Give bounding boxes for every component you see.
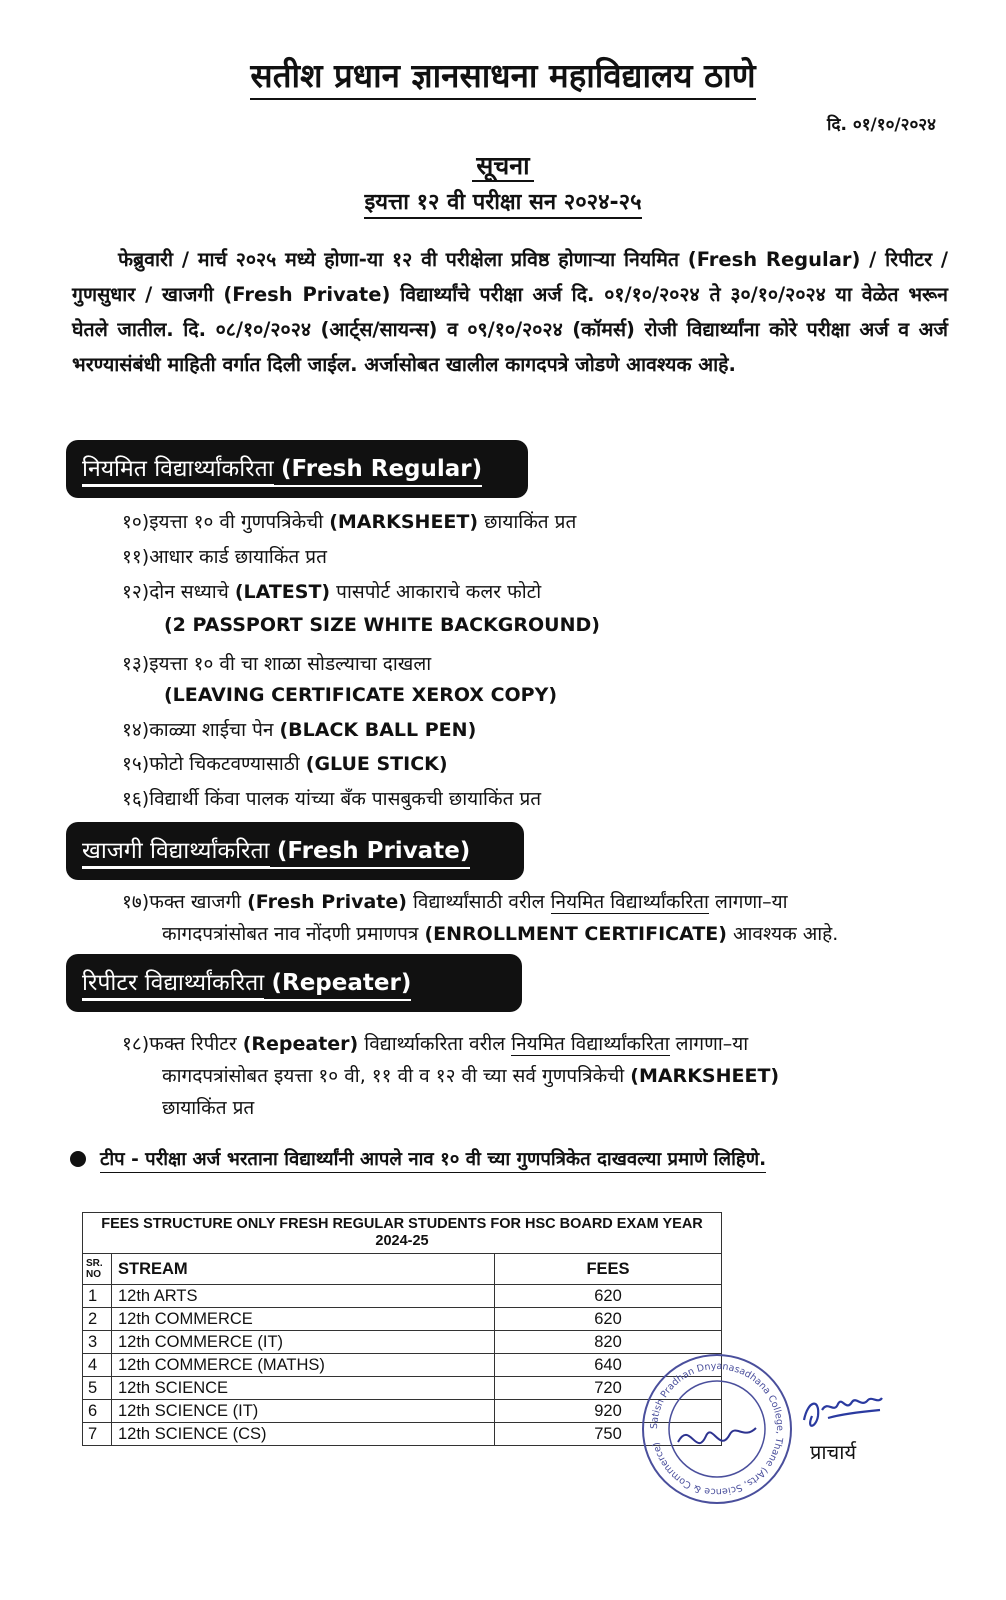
fresh-private-heading: खाजगी विद्यार्थ्यांकरिता (Fresh Private) [66, 822, 524, 880]
cell-fees: 640 [495, 1354, 722, 1377]
cell-stream: 12th COMMERCE [112, 1308, 495, 1331]
column-header-fees: FEES [495, 1254, 722, 1285]
photo-note: (2 PASSPORT SIZE WHITE BACKGROUND) [164, 614, 600, 636]
cell-stream: 12th SCIENCE (CS) [112, 1423, 495, 1446]
cell-sr: 6 [83, 1400, 112, 1423]
bullet-icon [70, 1151, 86, 1167]
cell-sr: 5 [83, 1377, 112, 1400]
cell-stream: 12th SCIENCE [112, 1377, 495, 1400]
cell-fees: 920 [495, 1400, 722, 1423]
list-item: १०)इयत्ता १० वी गुणपत्रिकेची (MARKSHEET) छायाकिंत प्रत [122, 511, 577, 533]
cell-stream: 12th COMMERCE (MATHS) [112, 1354, 495, 1377]
fresh-private-item: १७)फक्त खाजगी (Fresh Private) विद्यार्थ्यांसाठी वरील नियमित विद्यार्थ्यांकरिता लागणा–या कागदपत्रांसोबत नाव नोंदणी प्रमाणपत्र (ENROLLMENT CERTIFICATE) आवश्यक आहे. [122, 891, 839, 945]
table-row [83, 1400, 722, 1423]
table-header-row [83, 1254, 722, 1285]
table-row [83, 1285, 722, 1308]
cell-stream: 12th ARTS [112, 1285, 495, 1308]
list-item: १६)विद्यार्थी किंवा पालक यांच्या बॅंक पासबुकची छायाकिंत प्रत [122, 788, 542, 810]
fresh-regular-heading: नियमित विद्यार्थ्यांकरिता (Fresh Regular) [66, 440, 528, 498]
table-row [83, 1377, 722, 1400]
notice-title: सूचना [0, 148, 1006, 182]
fees-table [82, 1212, 722, 1446]
college-name: सतीश प्रधान ज्ञानसाधना महाविद्यालय ठाणे [0, 52, 1006, 97]
list-item: १४)काळ्या शाईचा पेन (BLACK BALL PEN) [122, 719, 477, 741]
cell-fees: 620 [495, 1308, 722, 1331]
cell-fees: 720 [495, 1377, 722, 1400]
list-item: ११)आधार कार्ड छायाकिंत प्रत [122, 546, 327, 568]
repeater-item: १८)फक्त रिपीटर (Repeater) विद्यार्थ्याकरिता वरील नियमित विद्यार्थ्यांकरिता लागणा–या कागदपत्रांसोबत इयत्ता १० वी, ११ वी व १२ वी च्या सर्व गुणपत्रिकेची (MARKSHEET) छायाकिंत प्रत [122, 1033, 780, 1119]
repeater-heading: रिपीटर विद्यार्थ्यांकरिता (Repeater) [66, 954, 522, 1012]
list-item: १२)दोन सध्याचे (LATEST) पासपोर्ट आकाराचे कलर फोटो [122, 581, 542, 603]
cell-stream: 12th SCIENCE (IT) [112, 1400, 495, 1423]
column-header-srno: SR. NO [83, 1254, 112, 1285]
table-row [83, 1308, 722, 1331]
table-row [83, 1331, 722, 1354]
principal-signature [798, 1390, 888, 1438]
college-stamp [638, 1350, 796, 1508]
notice-date: दि. ०१/१०/२०२४ [827, 115, 936, 135]
list-item: १३)इयत्ता १० वी चा शाळा सोडल्याचा दाखला [122, 653, 432, 675]
notice-subtitle: इयत्ता १२ वी परीक्षा सन २०२४-२५ [0, 186, 1006, 216]
principal-label: प्राचार्य [810, 1440, 857, 1464]
cell-fees: 750 [495, 1423, 722, 1446]
cell-fees: 620 [495, 1285, 722, 1308]
table-row [83, 1354, 722, 1377]
cell-sr: 7 [83, 1423, 112, 1446]
fees-table-caption: FEES STRUCTURE ONLY FRESH REGULAR STUDENTS FOR HSC BOARD EXAM YEAR 2024-25 [83, 1213, 722, 1254]
cell-stream: 12th COMMERCE (IT) [112, 1331, 495, 1354]
cell-sr: 2 [83, 1308, 112, 1331]
cell-sr: 1 [83, 1285, 112, 1308]
column-header-stream: STREAM [112, 1254, 495, 1285]
cell-fees: 820 [495, 1331, 722, 1354]
leaving-note: (LEAVING CERTIFICATE XEROX COPY) [164, 684, 558, 706]
intro-paragraph: फेब्रुवारी / मार्च २०२५ मध्ये होणा-या १२ वी परीक्षेला प्रविष्ठ होणाऱ्या नियमित (Fresh Regular) / रिपीटर / गुणसुधार / खाजगी (Fresh Private) विद्यार्थ्यांचे परीक्षा अर्ज दि. ०१/१०/२०२४ ते ३०/१०/२०२४ या वेळेत भरून घेतले जातील. दि. ०८/१०/२०२४ (आर्ट्स/सायन्स) व ०९/१०/२०२४ (कॉमर्स) रोजी विद्यार्थ्यांना कोरे परीक्षा अर्ज व अर्ज भरण्यासंबंधी माहिती वर्गात दिली जाईल. अर्जासोबत खालील कागदपत्रे जोडणे आवश्यक आहे. [72, 248, 948, 376]
table-row [83, 1423, 722, 1446]
tip-note: टीप - परीक्षा अर्ज भरताना विद्यार्थ्यांनी आपले नाव १० वी च्या गुणपत्रिकेत दाखवल्या प्रमाणे लिहिणे. [70, 1146, 766, 1171]
cell-sr: 3 [83, 1331, 112, 1354]
cell-sr: 4 [83, 1354, 112, 1377]
stamp-text: Satish Pradhan Dnyanasadhana College, Thane (Arts, Science & Commerce) [648, 1360, 786, 1498]
list-item: १५)फोटो चिकटवण्यासाठी (GLUE STICK) [122, 753, 448, 775]
